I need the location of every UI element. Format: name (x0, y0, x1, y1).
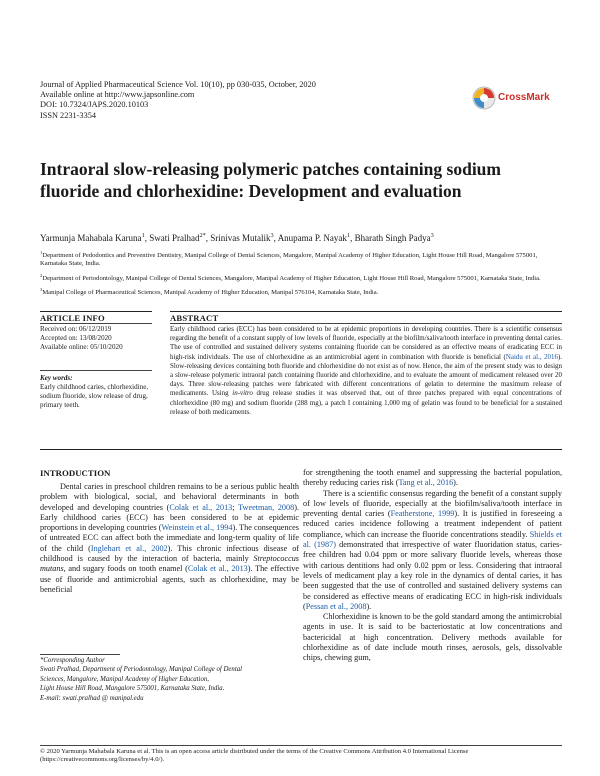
crossmark-badge[interactable] (470, 83, 570, 113)
available-line: Available online at http://www.japsonline.com (40, 90, 195, 100)
divider (40, 449, 562, 450)
author: Srinivas Mutalik$^3$ (210, 232, 274, 243)
divider (40, 654, 120, 655)
journal-header (40, 80, 316, 121)
citation-link[interactable]: Pessan et al., 2008 (305, 601, 367, 611)
citation-link[interactable]: Colak et al., 2013 (187, 564, 248, 574)
author-list: Yarmunja Mahabala Karuna$^1$, Swati Pralhad$^{2*}$, Srinivas Mutalik$^3$, Anupama P. Nayak$^1$, Bharath Singh Padya$^3$ (40, 232, 434, 243)
article-dates (40, 325, 152, 352)
citation-link[interactable]: Featherstone, 1999 (390, 509, 455, 519)
citation-link[interactable]: Tweetman, 2008 (238, 502, 295, 512)
keywords-heading: Key words: (40, 374, 73, 382)
affiliation-2: $^2$Department of Periodontology, Manipal College of Dental Sciences, Mangalore, Manipal Academy of Higher Education, Light House Hill Road, Mangalore 575001, Karnataka State, India. (40, 272, 541, 282)
abstract-heading: ABSTRACT (170, 313, 219, 323)
issn: ISSN 2231-3354 (40, 110, 97, 120)
citation-link[interactable]: Inglehart et al., 2002 (90, 543, 168, 553)
article-info-heading: ARTICLE INFO (40, 313, 105, 323)
author: Swati Pralhad$^{2*}$ (149, 232, 206, 243)
corresponding-author: *Corresponding Author Swati Pralhad, Department of Periodontology, Manipal College of Dental Sciences, Mangalore, Manipal Academy of Higher Education, Light House Hill Road, Mangalore 575001, Karnataka State, India. E-mail: swati.pralhad @ manipal.edu (40, 656, 292, 703)
divider (40, 323, 152, 324)
affiliation-1: $^1$Department of Pedodontics and Preventive Dentistry, Manipal College of Dental Sciences, Mangalore, Manipal Academy of Higher Education, Light House Hill Road, Mangalore 575001, Karnataka State, India. (40, 249, 538, 268)
citation-link[interactable]: Naidu et al., 2016 (505, 352, 558, 361)
author: Yarmunja Mahabala Karuna$^1$ (40, 232, 145, 243)
author: Anupama P. Nayak$^1$ (277, 232, 351, 243)
keywords-text: Early childhood caries, chlorhexidine, sodium fluoride, slow release of drug, primary teeth. (40, 383, 149, 409)
intro-paragraph: Dental caries in preschool children remains to be a serious public health problem with biological, social, and behavioral determinants in both developed and developing countries (Colak et al., 2013; Tweetman, 2008). Early childhood caries (ECC) has been considered to be at epidemic proportions in developing countries (Weinstein et al., 1994). The consequences of untreated ECC can affect both the immediate and long-term quality of life of the child (Inglehart et al., 2002). This chronic infectious disease of childhood is caused by the interaction of bacteria, mainly Streptococcus mutans, and sugary foods on tooth enamel (Colak et al., 2013). The effective use of fluoride and antimicrobial agents, such as chlorhexidine, may be beneficial (40, 482, 300, 594)
abstract-text: Early childhood caries (ECC) has been considered to be at epidemic proportions in developing countries. There is a scientific consensus regarding the benefit of a constant supply of low levels of fluoride, especially at the biofilm/saliva/tooth interface in preventing dental caries. The use of controlled and sustained delivery systems containing fluoride can be considered as an effective means of eradicating ECC in high-risk individuals. The use of chlorhexidine as an antimicrobial agent in combination with fluoride is beneficial (Naidu et al., 2016). Slow-releasing devices containing both fluoride and chlorhexidine do not exist as of now. Hence, the aim of the present study was to design a slow-release polymeric intraoral patch containing fluoride and chlorhexidine, and to evaluate the amount of medicament released over 20 days. Three slow-releasing patches were fabricated with different concentrations of gelatin to determine the maximum release of medicaments. Using in-vitro drug release studies it was observed that, out of three patches prepared with equal concentrations of chlorhexidine (80 mg) and sodium fluoride (288 mg), a patch I containing 1,000 mg of gelatin was found to be beneficial for a sustained release of both medicaments. (170, 325, 562, 416)
author: Bharath Singh Padya$^3$ (354, 232, 434, 243)
received-date: Received on: 06/12/2019 (40, 325, 112, 333)
right-column-text: for strengthening the tooth enamel and suppressing the bacterial population, thereby reducing caries risk (Tang et al., 2016). There is a scientific consensus regarding the benefit of a constant supply of low levels of fluoride, especially at the biofilm/saliva/tooth interface in preventing dental caries (Featherstone, 1999). It is justified in foreseeing a reduced caries incidence following a treatment independent of patient compliance, which can increase the fluoride concentrations steadily. Shields et al. (1987) demonstrated that irrespective of water fluoridation status, caries-free children had 0.04 ppm or more salivary fluoride levels, whereas those with carious dentitions had only 0.02 ppm or less. Considering that intraoral levels of medicament play a key role in the dynamics of dental caries, it has been suggested that the use of controlled and sustained delivery systems can be considered as effective means of eradicating ECC in high-risk individuals (Pessan et al., 2008). Chlorhexidine is known to be the gold standard among the antimicrobial agents in use. It is said to be bacteriostatic at low concentrations and bactericidal at high concentration. Delivery methods available for chlorhexidine as of date include mouth rinses, aerosols, gels, dissolvable chips, chewing gum, (303, 468, 562, 663)
keywords-block (40, 374, 152, 410)
citation-link[interactable]: Tang et al., 2016 (398, 478, 454, 488)
divider (170, 311, 562, 312)
crossmark-label: CrossMark (498, 92, 550, 103)
affiliation-3: $^3$Manipal College of Pharmaceutical Sciences, Manipal Academy of Higher Education, Manipal 576104, Karnataka State, India. (40, 287, 379, 297)
corresponding-label: *Corresponding Author (40, 657, 105, 664)
section-heading-introduction: INTRODUCTION (40, 468, 111, 478)
license-footer: © 2020 Yarmunja Mahabala Karuna et al. This is an open access article distributed under the terms of the Creative Commons Attribution 4.0 International License (https://creativecommons.org/licenses/by/4.0/). (40, 748, 469, 764)
divider (40, 745, 562, 746)
doi[interactable]: DOI: 10.7324/JAPS.2020.10103 (40, 100, 149, 110)
citation-link[interactable]: Colak et al., 2013 (169, 502, 233, 512)
divider (40, 370, 152, 371)
paper-title: Intraoral slow-releasing polymeric patches containing sodium fluoride and chlorhexidine: Development and evaluation (40, 159, 501, 201)
journal-url-link[interactable]: http://www.japsonline.com (104, 90, 195, 100)
citation-link[interactable]: Shields et al. (1987) (303, 529, 562, 550)
author-email[interactable]: E-mail: swati.pralhad @ manipal.edu (40, 694, 144, 702)
accepted-date: Accepted on: 13/08/2020 (40, 334, 112, 342)
citation-link[interactable]: Weinstein et al., 1994 (161, 523, 233, 533)
divider (170, 323, 562, 324)
journal-line: Journal of Applied Pharmaceutical Science Vol. 10(10), pp 030-035, October, 2020 (40, 80, 316, 89)
available-date: Available online: 05/10/2020 (40, 343, 123, 351)
affiliations (40, 249, 565, 304)
